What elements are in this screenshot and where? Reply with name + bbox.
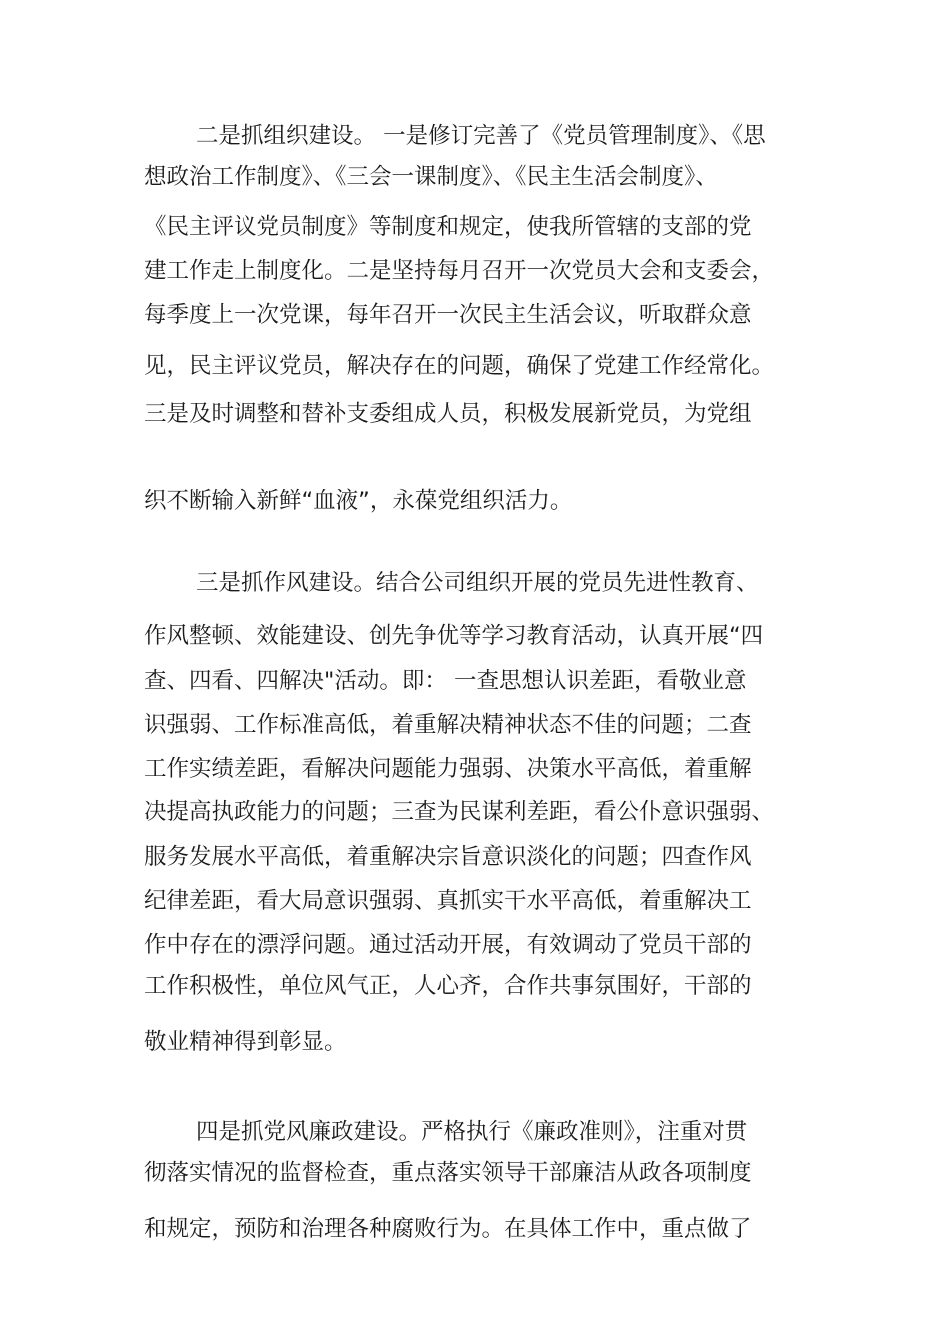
- p1-line-5: 每季度上一次党课，每年召开一次民主生活会议，听取群众意: [144, 302, 752, 328]
- p3-line-2: 彻落实情况的监督检查，重点落实领导干部廉洁从政各项制度: [144, 1160, 752, 1186]
- p1-line-8: 织不断输入新鲜“血液”，永葆党组织活力。: [144, 488, 573, 514]
- p1-line-7: 三是及时调整和替补支委组成人员，积极发展新党员，为党组: [144, 401, 752, 427]
- p2-line-3: 查、四看、四解决"活动。即： 一查思想认识差距，看敬业意: [144, 668, 747, 694]
- p2-line-2: 作风整顿、效能建设、创先争优等学习教育活动，认真开展“四: [144, 623, 764, 649]
- p2-line-5: 工作实绩差距，看解决问题能力强弱、决策水平高低，着重解: [144, 756, 752, 782]
- p1-line-2: 想政治工作制度》、《三会一课制度》、《民主生活会制度》、: [144, 164, 718, 190]
- p3-line-1: 四是抓党风廉政建设。严格执行《廉政准则》，注重对贯: [196, 1119, 748, 1145]
- p2-line-4: 识强弱、工作标准高低，着重解决精神状态不佳的问题；二查: [144, 712, 752, 738]
- p1-line-1: 二是抓组织建设。 一是修订完善了《党员管理制度》、《思: [196, 123, 766, 149]
- p2-line-8: 纪律差距，看大局意识强弱、真抓实干水平高低，着重解决工: [144, 888, 752, 914]
- p2-line-6: 决提高执政能力的问题；三查为民谋利差距，看公仆意识强弱、: [144, 799, 775, 825]
- p2-line-10: 工作积极性，单位风气正，人心齐，合作共事氛围好，干部的: [144, 973, 752, 999]
- p1-line-4: 建工作走上制度化。二是坚持每月召开一次党员大会和支委会，: [144, 258, 775, 284]
- p1-line-3: 《民主评议党员制度》等制度和规定，使我所管辖的支部的党: [144, 214, 752, 240]
- p2-line-9: 作中存在的漂浮问题。通过活动开展，有效调动了党员干部的: [144, 932, 752, 958]
- p2-line-1: 三是抓作风建设。结合公司组织开展的党员先进性教育、: [196, 570, 759, 596]
- p1-line-6: 见，民主评议党员，解决存在的问题，确保了党建工作经常化。: [144, 353, 775, 379]
- p2-line-11: 敬业精神得到彰显。: [144, 1029, 347, 1055]
- p2-line-7: 服务发展水平高低，着重解决宗旨意识淡化的问题；四查作风: [144, 844, 752, 870]
- p3-line-3: 和规定，预防和治理各种腐败行为。在具体工作中，重点做了: [144, 1216, 752, 1242]
